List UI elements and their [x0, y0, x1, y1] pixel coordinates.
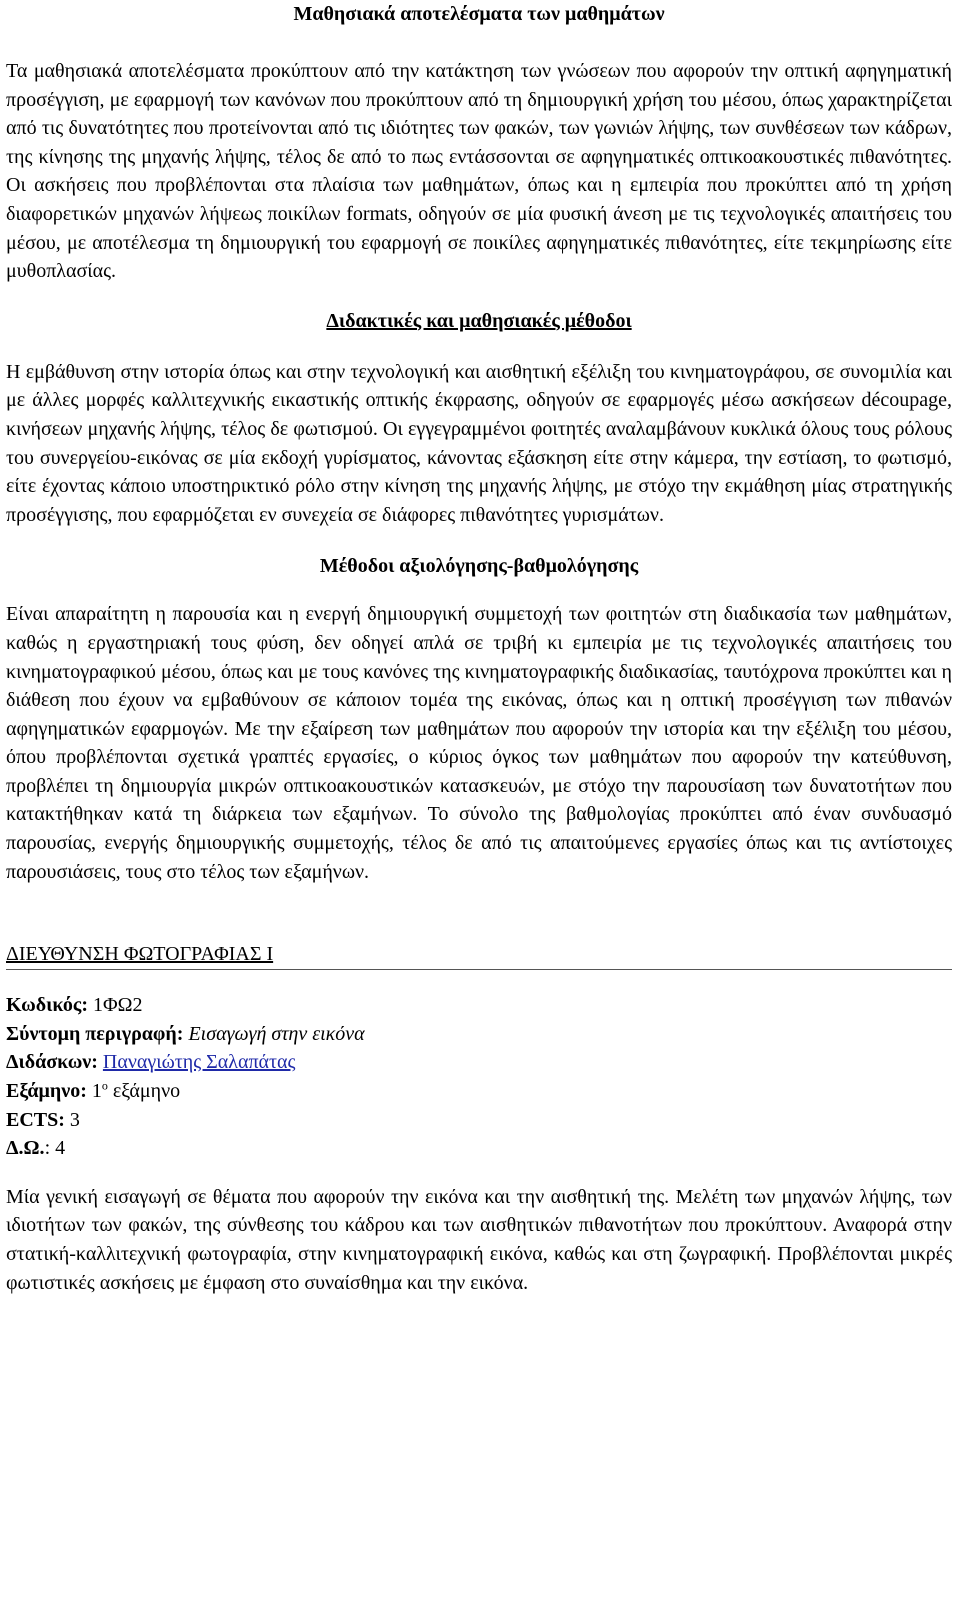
course-semester-label: Εξάμηνο: — [6, 1080, 87, 1103]
course-semester-number: 1 — [86, 1080, 102, 1103]
course-ects-label: ECTS: — [6, 1108, 65, 1131]
course-title: ΔΙΕΥΘΥΝΣΗ ΦΩΤΟΓΡΑΦΙΑΣ Ι — [6, 941, 952, 970]
course-summary-value: Εισαγωγή στην εικόνα — [183, 1022, 365, 1045]
course-code-label: Κωδικός: — [6, 994, 89, 1017]
paragraph-learning-outcomes: Τα μαθησιακά αποτελέσματα προκύπτουν από την κατάκτηση των γνώσεων που αφορούν την οπτική αφηγηματική προσέγγιση, με εφαρμογή των κανόνων που προκύπτουν από τη δημιουργική χρήση του μέσου, όπως χαρακτηρίζεται από τις δυνατότητες που προτείνονται από τις ιδιότητες των φακών, των γωνιών λήψης, των συνθέσεων των κάδρων, της κίνησης της μηχανής λήψης, τέλος δε από το πως εντάσσονται σε αφηγηματικές οπτικοακουστικές πιθανότητες. Οι ασκήσεις που προβλέπονται στα πλαίσια των μαθημάτων, όπως και η εμπειρία που προκύπτει από τη χρήση διαφορετικών μηχανών λήψεως ποικίλων formats, οδηγούν σε μία φυσική άνεση με τις τεχνολογικές απαιτήσεις του μέσου, με αποτέλεσμα τη δημιουργική του εφαρμογή σε ποικίλες αφηγηματικές πιθανότητες, είτε τεκμηρίωσης είτε μυθοπλασίας. — [6, 60, 952, 283]
course-summary-row — [6, 1020, 952, 1049]
instructor-link[interactable]: Παναγιώτης Σαλαπάτας — [102, 1051, 296, 1074]
course-instructor-row — [6, 1048, 952, 1077]
course-semester-word: εξάμηνο — [107, 1080, 181, 1103]
paragraph-teaching-methods: Η εμβάθυνση στην ιστορία όπως και στην τεχνολογική και αισθητική εξέλιξη του κινηματογράφου, σε συνομιλία και με άλλες μορφές καλλιτεχνικής εικαστικής οπτικής έκφρασης, οδηγούν σε εφαρμογές μέσω ασκήσεων découpage, κινήσεων μηχανής λήψης, τέλος δε φωτισμού. Οι εγγεγραμμένοι φοιτητές αναλαμβάνουν κυκλικά όλους τους ρόλους του συνεργείου-εικόνας σε μία εκδοχή γυρίσματος, κάνοντας εξάσκηση είτε στην κάμερα, την εστίαση, το φωτισμό, είτε έχοντας κάποιο υποστηρικτικό ρόλο στην κίνηση της μηχανής λήψης, με στόχο την εκμάθηση μίας στρατηγικής προσέγγισης, που εφαρμόζεται εν συνεχεία σε διάφορες πιθανότητες γυρισμάτων. — [6, 360, 952, 526]
course-ects-value: 3 — [64, 1108, 80, 1131]
course-instructor-label: Διδάσκων: — [6, 1051, 98, 1074]
course-hours-row — [6, 1134, 952, 1163]
course-code-value: 1ΦΩ2 — [88, 994, 143, 1017]
paragraph-assessment-methods: Είναι απαραίτητη η παρουσία και η ενεργή δημιουργική συμμετοχή των φοιτητών στη διαδικασία των μαθημάτων, καθώς η εργαστηριακή τους φύση, δεν οδηγεί απλά σε τριβή κι εμπειρία με τις τεχνολογικές απαιτήσεις του κινηματογραφικού μέσου, όπως και με τους κανόνες της κινηματογραφικής διαδικασίας, ταυτόχρονα προκύπτει και η διάθεση που έχουν να εμβαθύνουν σε κάποιον τομέα της εικόνας, όπως και η οπτική προσέγγιση των πιθανών αφηγηματικών εφαρμογών. Με την εξαίρεση των μαθημάτων που αφορούν την ιστορία και την εξέλιξη του μέσου, όπου προβλέπονται σχετικά γραπτές εργασίες, ο κύριος όγκος των μαθημάτων που αφορούν την κατεύθυνση, προβλέπει τη δημιουργία μικρών οπτικοακουστικών κατασκευών, με στόχο την παρουσίαση των δυνατοτήτων που κατακτήθηκαν κατά τη διάρκεια των εξαμήνων. Το σύνολο της βαθμολογίας προκύπτει από έναν συνδυασμό παρουσίας, ενεργής δημιουργικής συμμετοχής, τέλος δε από τις απαιτούμενες εργασίες όπως και τις αντίστοιχες παρουσιάσεις, τους στο τέλος των εξαμήνων. — [6, 603, 952, 883]
paragraph-course-description: Μία γενική εισαγωγή σε θέματα που αφορούν την εικόνα και την αισθητική της. Μελέτη των μηχανών λήψης, των ιδιοτήτων των φακών, της σύνθεσης του κάδρου και των αισθητικών πιθανοτήτων που προκύπτουν. Αναφορά στην στατική-καλλιτεχνική φωτογραφία, στην κινηματογραφική εικόνα, καθώς και στη ζωγραφική. Προβλέπονται μικρές φωτιστικές ασκήσεις με έμφαση στο συναίσθημα και την εικόνα. — [6, 1185, 952, 1294]
course-semester-sup: ο — [101, 1078, 108, 1093]
heading-teaching-methods: Διδακτικές και μαθησιακές μέθοδοι — [326, 309, 632, 332]
course-hours-value: 4 — [50, 1137, 66, 1160]
course-semester-row — [6, 1077, 952, 1106]
course-hours-label: Δ.Ω. — [6, 1137, 45, 1160]
course-code-row — [6, 991, 952, 1020]
course-summary-label: Σύντομη περιγραφή: — [6, 1022, 184, 1045]
heading-assessment-methods: Μέθοδοι αξιολόγησης-βαθμολόγησης — [319, 555, 639, 578]
course-ects-row — [6, 1106, 952, 1135]
course-info — [6, 991, 952, 1163]
heading-learning-outcomes: Μαθησιακά αποτελέσματα των μαθημάτων — [293, 3, 665, 25]
course-hours-colon: : — [44, 1137, 51, 1160]
